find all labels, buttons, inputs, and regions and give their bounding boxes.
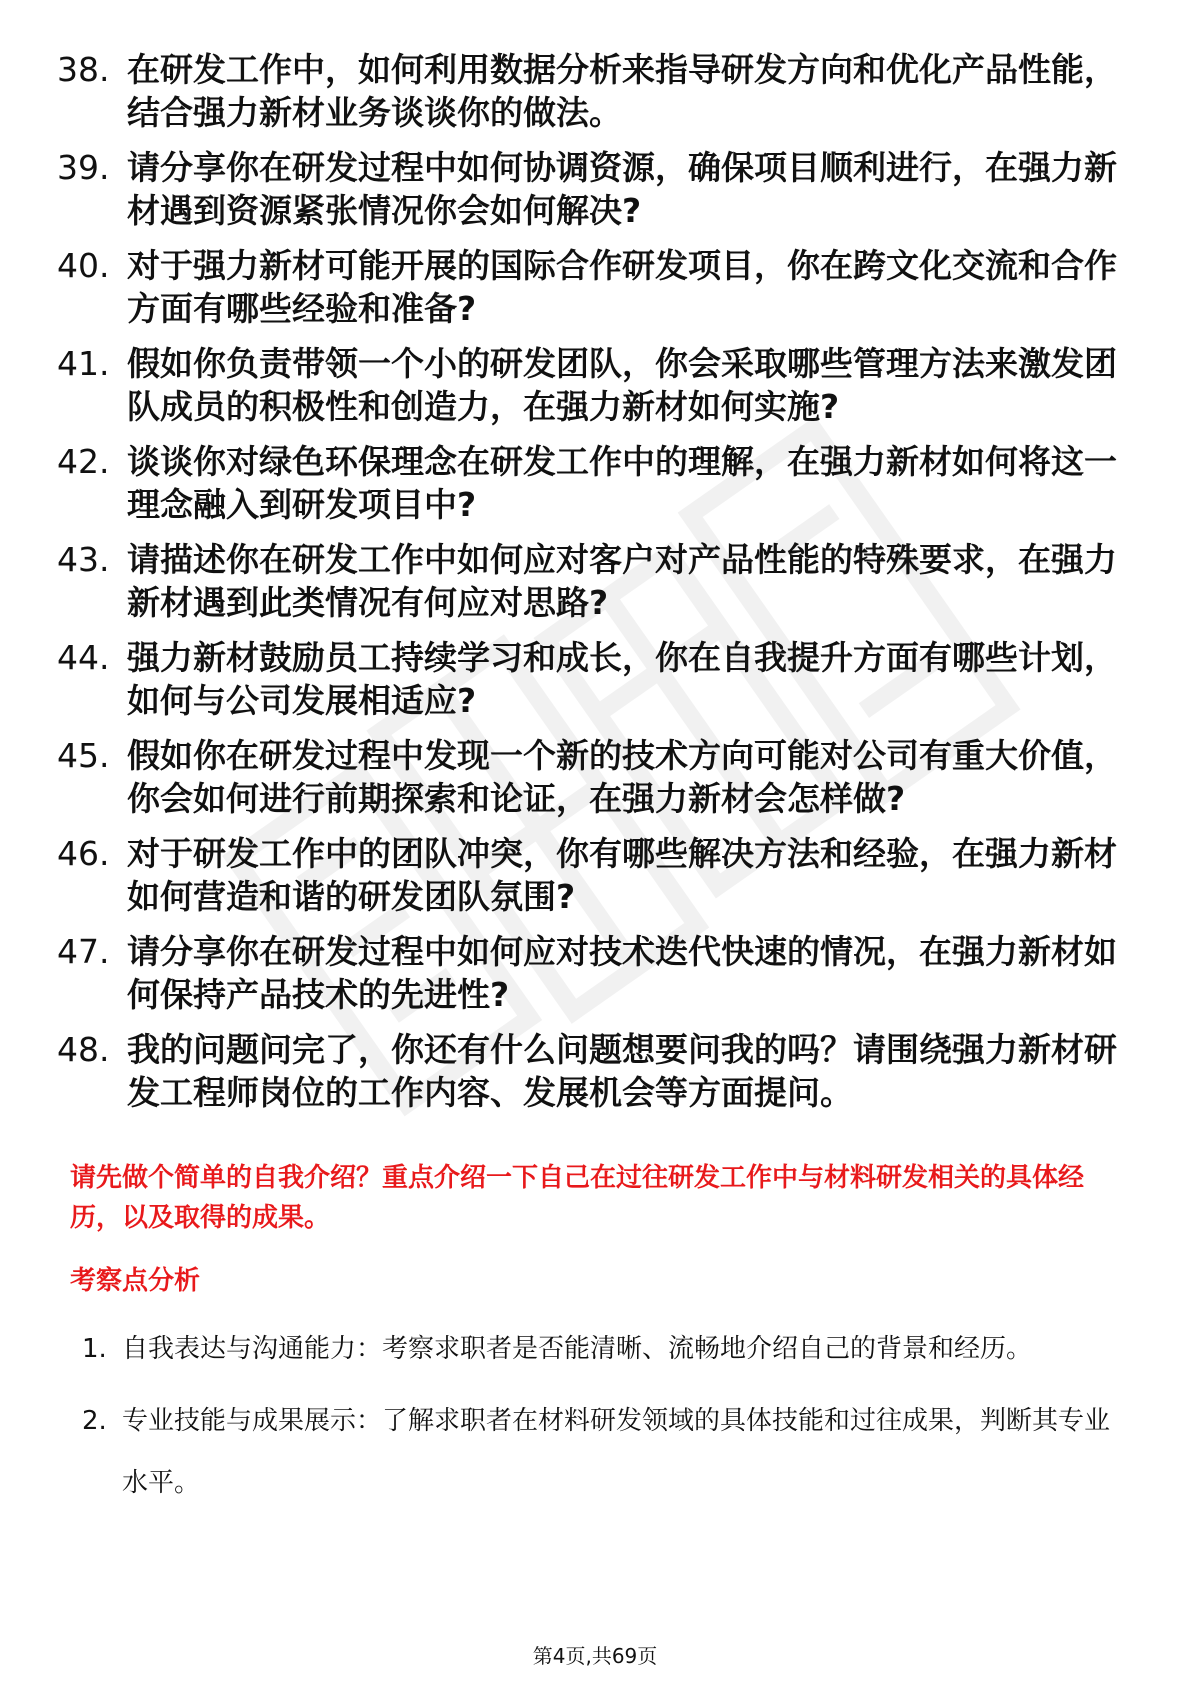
question-item: [57, 930, 1117, 1016]
question-item-number: 41.: [57, 344, 110, 383]
question-item: [57, 146, 1117, 232]
question-item-number: 43.: [57, 540, 110, 579]
question-item-text: 假如你在研发过程中发现一个新的技术方向可能对公司有重大价值，你会如何进行前期探索和论证，在强力新材会怎样做?: [127, 736, 1117, 818]
question-item: [57, 48, 1117, 134]
question-item: [57, 832, 1117, 918]
question-item-text: 请描述你在研发工作中如何应对客户对产品性能的特殊要求，在强力新材遇到此类情况有何应对思路?: [127, 540, 1117, 622]
question-item-text: 在研发工作中，如何利用数据分析来指导研发方向和优化产品性能，结合强力新材业务谈谈你的做法。: [127, 50, 1117, 132]
question-item-text: 请分享你在研发过程中如何协调资源，确保项目顺利进行，在强力新材遇到资源紧张情况你会如何解决?: [127, 148, 1117, 230]
question-item-text: 请分享你在研发过程中如何应对技术迭代快速的情况，在强力新材如何保持产品技术的先进性?: [127, 932, 1117, 1014]
highlight-question: 请先做个简单的自我介绍？重点介绍一下自己在过往研发工作中与材料研发相关的具体经历，以及取得的成果。: [70, 1163, 1085, 1233]
question-item-number: 48.: [57, 1030, 110, 1069]
question-item-text: 对于强力新材可能开展的国际合作研发项目，你在跨文化交流和合作方面有哪些经验和准备?: [127, 246, 1117, 328]
question-item: [57, 734, 1117, 820]
question-item-text: 我的问题问完了，你还有什么问题想要问我的吗？请围绕强力新材研发工程师岗位的工作内容、发展机会等方面提问。: [127, 1030, 1117, 1112]
question-item: [57, 538, 1117, 624]
question-item: [57, 636, 1117, 722]
question-item: [57, 342, 1117, 428]
question-item-number: 46.: [57, 834, 110, 873]
page-footer: 第4页,共69页: [532, 1644, 658, 1668]
question-item-number: 38.: [57, 50, 110, 89]
question-item: [57, 1028, 1117, 1114]
analysis-item-text: 自我表达与沟通能力：考察求职者是否能清晰、流畅地介绍自己的背景和经历。: [122, 1334, 1033, 1364]
question-item-number: 40.: [57, 246, 110, 285]
question-item: [57, 244, 1117, 330]
analysis-list: [82, 1318, 1122, 1524]
analysis-item: [82, 1318, 1122, 1380]
question-item-number: 39.: [57, 148, 110, 187]
analysis-heading: 考察点分析: [70, 1266, 201, 1296]
question-item-text: 对于研发工作中的团队冲突，你有哪些解决方法和经验，在强力新材如何营造和谐的研发团队氛围?: [127, 834, 1117, 916]
question-item-number: 42.: [57, 442, 110, 481]
question-item-text: 假如你负责带领一个小的研发团队，你会采取哪些管理方法来激发团队成员的积极性和创造力，在强力新材如何实施?: [127, 344, 1117, 426]
question-item-number: 47.: [57, 932, 110, 971]
question-item-number: 45.: [57, 736, 110, 775]
question-item-number: 44.: [57, 638, 110, 677]
question-item: [57, 440, 1117, 526]
analysis-item: [82, 1390, 1122, 1514]
analysis-item-text: 专业技能与成果展示：了解求职者在材料研发领域的具体技能和过往成果，判断其专业水平。: [122, 1406, 1111, 1498]
question-item-text: 强力新材鼓励员工持续学习和成长，你在自我提升方面有哪些计划，如何与公司发展相适应?: [127, 638, 1117, 720]
analysis-item-number: 2.: [82, 1406, 107, 1436]
question-list: [57, 48, 1117, 1126]
question-item-text: 谈谈你对绿色环保理念在研发工作中的理解，在强力新材如何将这一理念融入到研发项目中?: [127, 442, 1117, 524]
analysis-item-number: 1.: [82, 1334, 107, 1364]
